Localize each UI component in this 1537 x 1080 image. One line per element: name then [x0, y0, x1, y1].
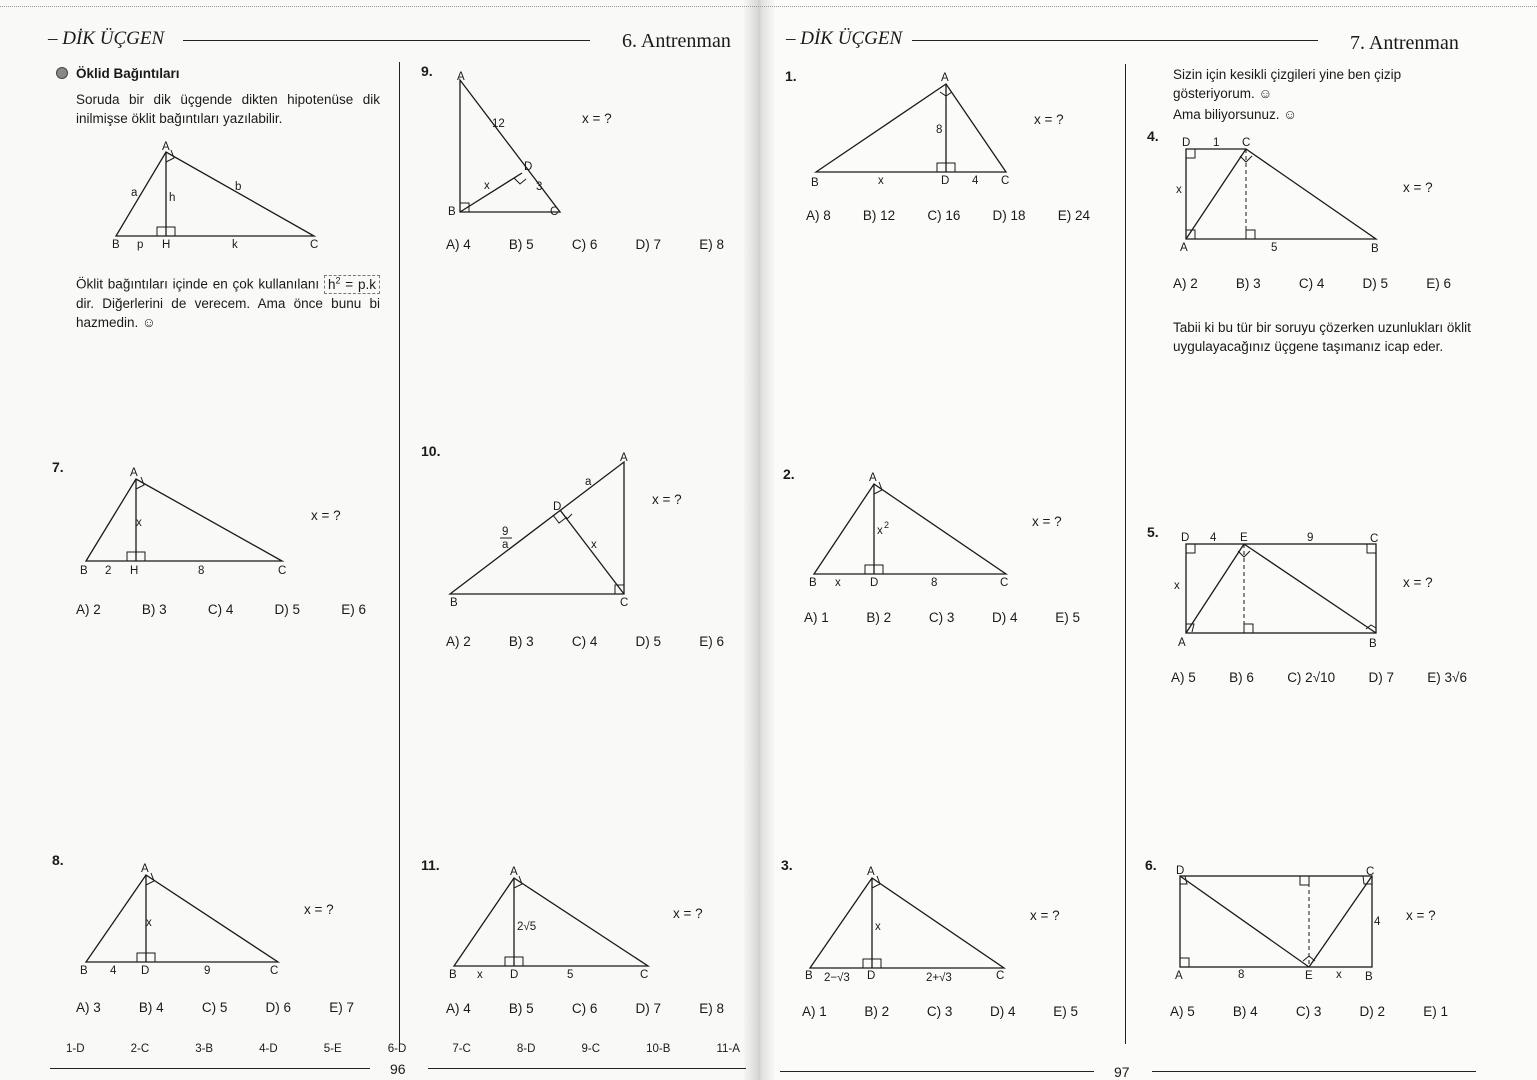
question-number: 1.	[785, 68, 797, 84]
q8-triangle	[86, 875, 278, 962]
option-e[interactable]: E) 5	[1053, 1004, 1078, 1019]
segment-label: x	[591, 539, 597, 551]
vertex-label: A	[1178, 637, 1186, 649]
vertex-label: A	[141, 863, 149, 875]
segment-label: 4	[1374, 916, 1381, 928]
right-angle-mark	[1180, 958, 1189, 967]
option-e[interactable]: E) 3√6	[1427, 670, 1467, 685]
q7-figure	[70, 462, 300, 580]
r-q6-rectangle	[1180, 876, 1372, 967]
option-d[interactable]: D) 5	[1362, 276, 1389, 291]
vertex-label: B	[80, 965, 88, 977]
option-c[interactable]: C) 3	[926, 1004, 953, 1019]
option-b[interactable]: B) 5	[508, 1001, 534, 1016]
segment-label: k	[232, 239, 238, 251]
option-b[interactable]: B) 3	[508, 634, 534, 649]
right-angle-mark	[146, 953, 155, 962]
option-d[interactable]: D) 18	[992, 208, 1026, 223]
segment-label: 2−√3	[824, 972, 850, 984]
option-a[interactable]: A) 3	[76, 1000, 101, 1015]
option-c[interactable]: C) 4	[1298, 276, 1325, 291]
footer-rule	[780, 1071, 1094, 1072]
vertex-label: B	[811, 177, 819, 189]
right-angle-mark	[872, 959, 881, 968]
r-q5-segment-ae	[1186, 544, 1244, 633]
vertex-label: B	[448, 206, 456, 218]
left-header-title: – DİK ÜÇGEN	[48, 28, 165, 49]
question-prompt: x = ?	[673, 906, 703, 921]
segment-label: 4	[110, 965, 117, 977]
r-q1-figure	[806, 68, 1016, 192]
r-q3-figure	[800, 862, 1016, 986]
vertex-label: A	[510, 866, 518, 878]
option-c[interactable]: C) 4	[207, 602, 234, 617]
q10-options	[446, 634, 724, 649]
right-angle-mark	[514, 957, 523, 966]
right-angle-mark	[1244, 624, 1253, 633]
right-angle-mark	[157, 227, 166, 236]
q9-triangle	[460, 80, 560, 212]
q8-figure	[74, 858, 294, 980]
segment-label: x	[1336, 969, 1342, 981]
exponent-label: 2	[884, 520, 890, 530]
r-q6-options	[1170, 1004, 1448, 1019]
segment-label: a	[585, 476, 592, 488]
answer-item: 6-D	[387, 1043, 407, 1055]
option-c[interactable]: C) 5	[201, 1000, 228, 1015]
vertex-label: A	[162, 141, 170, 153]
question-prompt: x = ?	[1403, 180, 1433, 195]
answer-key	[66, 1043, 740, 1055]
right-angle-mark	[1246, 230, 1255, 239]
vertex-label: D	[510, 969, 519, 981]
q10-altitude	[560, 510, 624, 594]
intro-figure	[100, 136, 330, 256]
option-b[interactable]: B) 3	[1235, 276, 1261, 291]
question-number: 3.	[781, 857, 793, 873]
option-b[interactable]: B) 2	[864, 1004, 890, 1019]
right-angle-mark	[865, 565, 874, 574]
segment-label: x	[835, 577, 841, 589]
option-d[interactable]: D) 7	[635, 1001, 662, 1016]
vertex-label: D	[141, 965, 150, 977]
segment-label: p	[137, 239, 144, 251]
question-number: 9.	[421, 63, 433, 79]
q11-options	[446, 1001, 724, 1016]
question-number: 5.	[1147, 524, 1159, 540]
intro-text: Soruda bir dik üçgende dikten hipotenüse dik inilmişse öklit bağıntıları yazılabilir.	[76, 92, 380, 126]
segment-label: x	[146, 917, 152, 929]
r-q3-triangle	[810, 878, 1004, 968]
r-q6-figure	[1168, 862, 1388, 986]
vertex-label: B	[1365, 971, 1373, 983]
option-e[interactable]: E) 6	[341, 602, 366, 617]
segment-label: 9	[1307, 532, 1314, 544]
note-text: Sizin için kesikli çizgileri yine ben çizip gösteriyorum. ☺	[1173, 67, 1402, 101]
fraction-numerator: 9	[502, 526, 509, 538]
right-angle-mark	[946, 163, 955, 172]
option-c[interactable]: C) 6	[571, 237, 598, 252]
vertex-label: D	[553, 501, 562, 513]
left-column-divider	[399, 62, 400, 1047]
vertex-label: H	[130, 565, 139, 577]
vertex-label: C	[278, 565, 287, 577]
right-angle-mark	[1186, 544, 1195, 553]
segment-label: x	[877, 525, 883, 537]
vertex-label: A	[130, 467, 138, 479]
r-q4-options	[1173, 276, 1451, 291]
vertex-label: A	[1175, 970, 1183, 982]
right-angle-mark	[136, 552, 145, 561]
segment-label: 8	[936, 124, 943, 136]
footer-rule	[1152, 1071, 1476, 1072]
r-q1-triangle	[816, 84, 1006, 172]
footer-rule	[50, 1068, 370, 1069]
r-q6-segment-ec	[1309, 876, 1372, 967]
vertex-label: C	[1242, 137, 1251, 149]
right-header-rule	[912, 40, 1318, 41]
option-a[interactable]: A) 4	[446, 1001, 471, 1016]
option-d[interactable]: D) 5	[274, 602, 301, 617]
right-angle-mark	[166, 227, 175, 236]
vertex-label: A	[1180, 242, 1188, 254]
vertex-label: H	[162, 239, 171, 251]
answer-item: 10-B	[646, 1043, 671, 1055]
q11-figure	[444, 862, 664, 982]
q9-options	[446, 237, 724, 252]
segment-label: x	[477, 969, 483, 981]
right-angle-mark	[1300, 876, 1309, 885]
vertex-label: C	[1000, 577, 1009, 589]
segment-label: x	[1174, 580, 1180, 592]
vertex-label: B	[112, 239, 120, 251]
right-angle-mark	[514, 178, 526, 184]
segment-label: 8	[1238, 969, 1245, 981]
answer-item: 1-D	[66, 1043, 85, 1055]
segment-label: 8	[198, 565, 205, 577]
q7-options	[76, 602, 366, 617]
q8-options	[76, 1000, 354, 1015]
option-a[interactable]: A) 1	[804, 610, 829, 625]
question-number: 8.	[52, 852, 64, 868]
vertex-label: E	[1305, 970, 1313, 982]
segment-label: 4	[972, 175, 979, 187]
vertex-label: D	[524, 161, 533, 173]
vertex-label: D	[941, 175, 950, 187]
option-e[interactable]: E) 6	[699, 634, 724, 649]
option-a[interactable]: A) 2	[446, 634, 471, 649]
vertex-label: C	[310, 239, 319, 251]
r-q4-diagonal	[1186, 149, 1246, 239]
intro-formula-text: Öklit bağıntıları içinde en çok kullanılanı $h^2 = p.k$ dir. Diğerlerini de verecem. Ama önce bunu bi hazmedin. ☺	[76, 275, 380, 330]
option-b[interactable]: B) 5	[508, 237, 534, 252]
segment-label: 4	[1210, 532, 1217, 544]
right-angle-mark	[505, 957, 514, 966]
fraction-denominator: a	[502, 539, 509, 551]
vertex-label: B	[1369, 638, 1377, 650]
r-q5-options	[1171, 670, 1467, 685]
option-e[interactable]: E) 1	[1423, 1004, 1448, 1019]
option-d[interactable]: D) 5	[635, 634, 662, 649]
option-d[interactable]: D) 4	[990, 1004, 1016, 1019]
vertex-label: A	[867, 866, 875, 878]
vertex-label: B	[805, 970, 813, 982]
option-c[interactable]: C) 6	[571, 1001, 598, 1016]
question-prompt: x = ?	[1403, 575, 1433, 590]
r-q5-segment-eb	[1244, 544, 1376, 633]
r-q4-figure	[1170, 130, 1390, 260]
right-angle-mark	[1367, 544, 1376, 553]
r-q6-segment-de	[1180, 876, 1309, 967]
question-prompt: x = ?	[1030, 908, 1060, 923]
vertex-label: C	[640, 969, 649, 981]
answer-item: 8-D	[516, 1043, 536, 1055]
bullet-icon	[56, 67, 68, 79]
segment-label: 2√5	[517, 921, 537, 933]
vertex-label: C	[270, 965, 279, 977]
option-a[interactable]: A) 8	[806, 208, 831, 223]
r-q3-options	[802, 1004, 1078, 1019]
vertex-label: A	[620, 452, 628, 464]
right-header-title: – DİK ÜÇGEN	[786, 28, 903, 49]
vertex-label: A	[457, 71, 465, 83]
option-c[interactable]: C) 3	[928, 610, 955, 625]
vertex-label: B	[80, 565, 88, 577]
r-q2-triangle	[814, 484, 1006, 574]
vertex-label: B	[449, 969, 457, 981]
answer-item: 4-D	[259, 1043, 278, 1055]
question-prompt: x = ?	[1406, 908, 1436, 923]
segment-label: h	[169, 192, 176, 204]
option-c[interactable]: C) 16	[927, 208, 961, 223]
q11-triangle	[454, 878, 648, 966]
option-b[interactable]: B) 12	[862, 208, 896, 223]
option-d[interactable]: D) 6	[265, 1000, 292, 1015]
r-q1-options	[806, 208, 1090, 223]
question-prompt: x = ?	[1032, 514, 1062, 529]
option-a[interactable]: A) 4	[446, 237, 471, 252]
vertex-label: D	[1176, 865, 1185, 877]
left-header-rule	[183, 40, 590, 41]
option-e[interactable]: E) 6	[1426, 276, 1451, 291]
question-prompt: x = ?	[304, 902, 334, 917]
segment-label: 2	[105, 565, 112, 577]
option-e[interactable]: E) 8	[699, 237, 724, 252]
scan-edge	[0, 6, 1537, 7]
segment-label: x	[136, 517, 142, 529]
option-d[interactable]: D) 4	[992, 610, 1018, 625]
option-e[interactable]: E) 24	[1057, 208, 1090, 223]
answer-item: 7-C	[452, 1043, 471, 1055]
answer-item: 2-C	[130, 1043, 150, 1055]
vertex-label: C	[1366, 866, 1375, 878]
vertex-label: D	[867, 970, 876, 982]
right-column-divider	[1125, 64, 1126, 1044]
option-a[interactable]: A) 5	[1170, 1004, 1195, 1019]
option-e[interactable]: E) 7	[329, 1000, 354, 1015]
question-prompt: x = ?	[311, 508, 341, 523]
option-e[interactable]: E) 5	[1055, 610, 1080, 625]
page-number: 96	[390, 1061, 406, 1077]
right-angle-mark	[874, 565, 883, 574]
q10-triangle	[450, 462, 624, 594]
answer-item: 5-E	[323, 1043, 342, 1055]
r-q2-figure	[804, 468, 1016, 592]
option-a[interactable]: A) 2	[1173, 276, 1198, 291]
q9-figure	[444, 66, 574, 226]
right-angle-mark	[137, 953, 146, 962]
answer-item: 3-B	[195, 1043, 214, 1055]
r-q2-options	[804, 610, 1080, 625]
segment-label: x	[878, 175, 884, 187]
vertex-label: E	[1240, 532, 1248, 544]
vertex-label: B	[1371, 243, 1379, 255]
segment-label: 2+√3	[926, 972, 952, 984]
q10-figure	[446, 448, 646, 612]
option-c[interactable]: C) 3	[1295, 1004, 1322, 1019]
question-number: 10.	[421, 443, 441, 459]
r-q4-trapezoid	[1186, 149, 1376, 239]
option-b[interactable]: B) 6	[1229, 670, 1254, 685]
vertex-label: A	[941, 72, 949, 84]
option-e[interactable]: E) 8	[699, 1001, 724, 1016]
right-angle-mark	[127, 552, 136, 561]
question-number: 7.	[52, 459, 64, 475]
footer-rule	[428, 1068, 746, 1069]
right-header-section: 7. Antrenman	[1350, 32, 1459, 54]
intro-title: Öklid Bağıntıları	[56, 66, 180, 81]
segment-label: 8	[931, 577, 938, 589]
question-number: 4.	[1147, 128, 1159, 144]
question-prompt: x = ?	[1034, 112, 1064, 127]
right-angle-mark	[937, 163, 946, 172]
option-c[interactable]: C) 2√10	[1287, 670, 1336, 685]
right-angle-mark	[1186, 149, 1195, 158]
vertex-label: A	[869, 472, 877, 484]
option-a[interactable]: A) 5	[1171, 670, 1196, 685]
vertex-label: C	[1001, 175, 1010, 187]
segment-label: x	[875, 921, 881, 933]
note-text: Tabii ki bu tür bir soruyu çözerken uzunlukları öklit uygulayacağınız üçgene taşımanız icap eder.	[1173, 320, 1471, 354]
option-b[interactable]: B) 2	[866, 610, 892, 625]
vertex-label: D	[870, 577, 879, 589]
option-a[interactable]: A) 2	[76, 602, 101, 617]
segment-label: 9	[204, 965, 211, 977]
vertex-label: C	[1370, 533, 1379, 545]
question-number: 6.	[1145, 857, 1157, 873]
r-q5-figure	[1170, 528, 1390, 652]
option-b[interactable]: B) 4	[138, 1000, 164, 1015]
segment-label: b	[235, 181, 242, 193]
vertex-label: D	[1182, 137, 1191, 149]
vertex-label: B	[450, 597, 458, 609]
intro-triangle	[116, 152, 314, 236]
segment-label: 1	[1213, 137, 1220, 149]
book-gutter	[744, 0, 774, 1080]
question-number: 11.	[421, 857, 440, 873]
question-prompt: x = ?	[582, 111, 612, 126]
vertex-label: D	[1181, 532, 1190, 544]
option-b[interactable]: B) 4	[1232, 1004, 1258, 1019]
q7-triangle	[86, 479, 282, 561]
segment-label: x	[1176, 184, 1182, 196]
segment-label: 12	[492, 118, 505, 130]
option-b[interactable]: B) 3	[141, 602, 167, 617]
question-number: 2.	[783, 466, 795, 482]
option-c[interactable]: C) 4	[571, 634, 598, 649]
option-d[interactable]: D) 7	[635, 237, 662, 252]
answer-item: 9-C	[581, 1043, 601, 1055]
segment-label: a	[131, 187, 138, 199]
vertex-label: C	[550, 206, 559, 218]
note-text: Ama biliyorsunuz. ☺	[1173, 107, 1298, 122]
right-angle-mark	[863, 959, 872, 968]
segment-label: 3	[536, 181, 543, 193]
segment-label: 5	[1271, 242, 1278, 254]
segment-label: 5	[567, 969, 574, 981]
vertex-label: C	[620, 597, 629, 609]
segment-label: x	[484, 180, 490, 192]
option-d[interactable]: D) 7	[1368, 670, 1394, 685]
question-prompt: x = ?	[652, 492, 682, 507]
vertex-label: B	[809, 577, 817, 589]
option-d[interactable]: D) 2	[1359, 1004, 1386, 1019]
euclid-formula: $h^2 = p.k$	[324, 275, 380, 294]
option-a[interactable]: A) 1	[802, 1004, 827, 1019]
page-number: 97	[1114, 1064, 1130, 1080]
vertex-label: C	[996, 970, 1005, 982]
answer-item: 11-A	[716, 1043, 740, 1055]
left-header-section: 6. Antrenman	[622, 30, 731, 52]
